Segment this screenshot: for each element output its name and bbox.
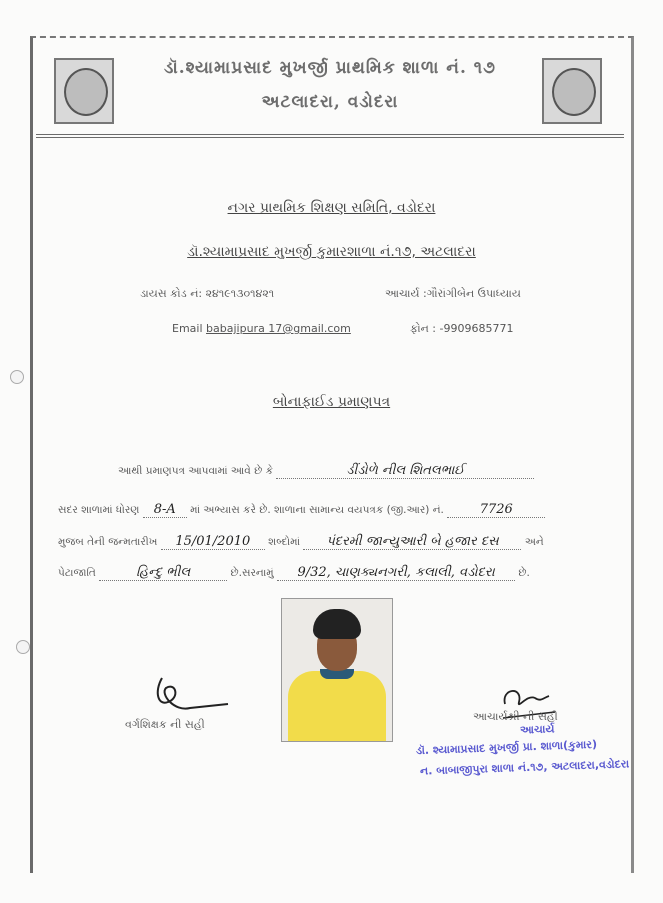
line1-label: આથી પ્રમાણપત્ર આપવામાં આવે છે કે — [118, 465, 274, 477]
letterhead-school-name: ડૉ.શ્યામાપ્રસાદ મુખર્જી પ્રાથમિક શાળા નં. ૧૭ — [164, 58, 496, 78]
school-name: ડૉ.શ્યામાપ્રસાદ મુખર્જી કુમારશાળા નં.૧૭, અટલાદરા — [187, 244, 476, 260]
letterhead-location: અટલાદરા, વડોદરા — [261, 92, 399, 112]
letterhead — [36, 44, 624, 138]
student-name: ડીંડોળે નીલ શિતલભાઈ — [276, 463, 534, 479]
standard-value: 8-A — [143, 502, 187, 518]
stamp-line-2: ન. બાબાજીપુરા શાળા નં.૧૭, અટલાદરા,વડોદરા — [419, 757, 630, 778]
line4-label-b: છે.સરનામું — [230, 567, 274, 579]
punch-hole — [10, 370, 24, 384]
principal-name: આચાર્ય :ગૌરાંગીબેન ઉપાધ્યાય — [385, 287, 521, 300]
stamp-title: આચાર્ય — [519, 722, 555, 737]
caste-value: હિન્દુ ભીલ — [99, 565, 227, 581]
certificate-line-1 — [118, 463, 534, 479]
address-value: 9/32, ચાણક્યનગરી, કલાલી, વડોદરા — [277, 565, 515, 581]
birth-date: 15/01/2010 — [161, 534, 265, 550]
line2-label-a: સદર શાળામાં ધોરણ — [58, 504, 140, 516]
samiti-name: નગર પ્રાથમિક શિક્ષણ સમિતિ, વડોદરા — [227, 200, 436, 216]
principal-signature-label: આચાર્યશ્રી ની સહી — [473, 710, 558, 723]
email-label: Email — [172, 322, 203, 335]
line3-label-c: અને — [524, 536, 544, 548]
line3-label-b: શબ્દોમાં — [268, 536, 301, 548]
line4-label-a: પેટાજાતિ — [58, 567, 96, 579]
certificate-line-3 — [58, 534, 544, 550]
stamp-line-1: ડૉ. શ્યામાપ્રસાદ મુખર્જી પ્રા. શાળા(કુમાર) — [415, 737, 598, 758]
school-logo-right — [542, 58, 602, 124]
punch-hole — [16, 640, 30, 654]
phone-number: ફોન : -9909685771 — [410, 322, 514, 335]
certificate-title: બોનાફાઈડ પ્રમાણપત્ર — [272, 394, 391, 410]
student-photo — [281, 598, 393, 742]
birth-date-words: પંદરમી જાન્યુઆરી બે હજાર દસ — [303, 534, 521, 550]
class-teacher-label: વર્ગશિક્ષક ની સહી — [125, 718, 205, 731]
email-row — [172, 322, 351, 335]
certificate-line-2 — [58, 502, 545, 518]
email-address[interactable]: babajipura 17@gmail.com — [206, 322, 351, 335]
line3-label-a: મુજબ તેની જન્મતારીખ — [58, 536, 158, 548]
line2-label-b: માં અભ્યાસ કરે છે. શાળાના સામાન્ય વયપત્રક (જી.આર) નં. — [190, 504, 444, 516]
class-teacher-signature — [150, 672, 230, 722]
gr-number: 7726 — [447, 502, 545, 518]
certificate-line-4 — [58, 565, 530, 581]
line4-label-c: છે. — [518, 567, 530, 579]
dise-code: ડાયસ કોડ નં: ૨૪૧૯૧૩૦૧૪૨૧ — [140, 287, 275, 300]
